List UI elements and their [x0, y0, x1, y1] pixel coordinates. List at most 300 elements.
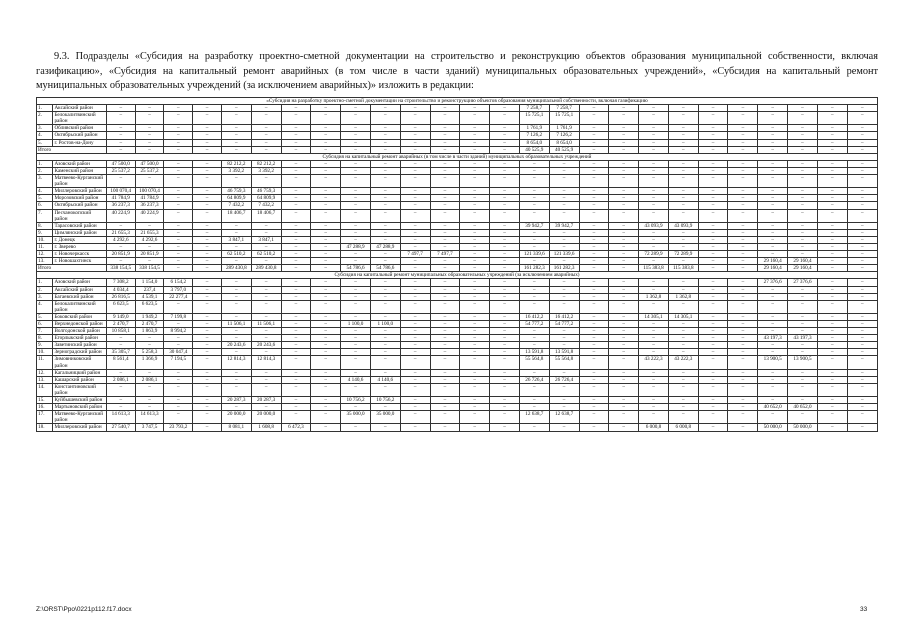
value-cell: 39 942,7 [549, 222, 579, 229]
value-cell: – [221, 376, 251, 383]
value-cell: 54 786,6 [370, 265, 400, 272]
value-cell: – [609, 397, 639, 404]
value-cell: – [430, 167, 460, 174]
value-cell: – [609, 160, 639, 167]
section-title: «Субсидия на разработку проектно-сметной документации на строительство и реконструкцию объектов образования муниципальной собственности, включая газификацию [37, 98, 878, 105]
value-cell: – [251, 313, 281, 320]
value-cell: – [728, 424, 758, 431]
value-cell: – [728, 222, 758, 229]
value-cell: – [370, 258, 400, 265]
value-cell: 8 081,1 [221, 424, 251, 431]
value-cell: – [490, 160, 520, 167]
value-cell: – [400, 335, 430, 342]
value-cell: – [341, 342, 371, 349]
value-cell: – [519, 328, 549, 335]
value-cell: – [311, 125, 341, 132]
table-row [37, 300, 878, 313]
value-cell: – [847, 335, 877, 342]
row-number: 3. [37, 293, 53, 300]
value-cell: – [788, 188, 818, 195]
value-cell: – [251, 349, 281, 356]
value-cell: 10 756,2 [341, 397, 371, 404]
value-cell: – [668, 411, 698, 424]
value-cell: – [788, 160, 818, 167]
value-cell: – [400, 328, 430, 335]
value-cell: 7 126,2 [519, 132, 549, 139]
row-number: 2. [37, 167, 53, 174]
value-cell: 43 093,9 [639, 222, 669, 229]
value-cell: – [698, 195, 728, 202]
value-cell: – [579, 300, 609, 313]
value-cell: 36 237,3 [135, 202, 164, 209]
value-cell: – [370, 286, 400, 293]
table-row [37, 195, 878, 202]
row-number: 15. [37, 397, 53, 404]
value-cell: – [400, 222, 430, 229]
value-cell: – [698, 265, 728, 272]
value-cell: – [728, 356, 758, 369]
value-cell: – [460, 132, 490, 139]
value-cell: – [549, 167, 579, 174]
row-number: 10. [37, 236, 53, 243]
value-cell: 20 243,6 [221, 342, 251, 349]
value-cell: – [341, 404, 371, 411]
value-cell: – [519, 202, 549, 209]
value-cell: – [847, 349, 877, 356]
value-cell: – [698, 369, 728, 376]
value-cell: – [847, 424, 877, 431]
value-cell: 12 638,7 [549, 411, 579, 424]
value-cell: – [490, 369, 520, 376]
value-cell: – [490, 167, 520, 174]
value-cell: – [251, 229, 281, 236]
value-cell: – [847, 321, 877, 328]
value-cell: – [788, 202, 818, 209]
value-cell: – [221, 222, 251, 229]
value-cell: – [609, 236, 639, 243]
value-cell: – [106, 397, 135, 404]
value-cell: – [193, 175, 222, 188]
value-cell: 8 561,4 [106, 356, 135, 369]
value-cell: – [430, 139, 460, 146]
value-cell: – [609, 146, 639, 153]
table-row [37, 342, 878, 349]
page-number: 33 [860, 606, 868, 613]
value-cell: – [639, 132, 669, 139]
value-cell: – [400, 265, 430, 272]
value-cell: – [341, 139, 371, 146]
value-cell: – [639, 146, 669, 153]
value-cell: – [370, 279, 400, 286]
value-cell: 22 277,4 [164, 293, 193, 300]
value-cell: – [460, 258, 490, 265]
value-cell: 4 140,6 [370, 376, 400, 383]
value-cell: – [311, 404, 341, 411]
value-cell: – [788, 175, 818, 188]
value-cell: – [193, 342, 222, 349]
value-cell: – [341, 209, 371, 222]
value-cell: – [135, 146, 164, 153]
value-cell: – [311, 236, 341, 243]
value-cell: – [341, 105, 371, 112]
value-cell: – [668, 258, 698, 265]
value-cell: – [609, 222, 639, 229]
value-cell: – [460, 167, 490, 174]
municipality-name: Багаевский район [53, 293, 106, 300]
value-cell: – [221, 132, 251, 139]
value-cell: – [400, 202, 430, 209]
value-cell: – [490, 286, 520, 293]
value-cell: – [758, 146, 788, 153]
value-cell: – [281, 202, 311, 209]
value-cell: – [668, 328, 698, 335]
value-cell: – [609, 243, 639, 250]
value-cell: – [135, 397, 164, 404]
table-row [37, 112, 878, 125]
value-cell: – [281, 175, 311, 188]
row-number: 2. [37, 286, 53, 293]
value-cell: – [251, 132, 281, 139]
value-cell: – [106, 369, 135, 376]
value-cell: – [579, 411, 609, 424]
value-cell: – [221, 279, 251, 286]
municipality-name: Волгодонской район [53, 328, 106, 335]
value-cell: – [430, 222, 460, 229]
value-cell: – [579, 279, 609, 286]
value-cell: – [400, 404, 430, 411]
value-cell: 25 537,2 [106, 167, 135, 174]
value-cell: – [460, 383, 490, 396]
value-cell: – [311, 202, 341, 209]
value-cell: – [728, 139, 758, 146]
value-cell: – [430, 132, 460, 139]
value-cell: – [135, 132, 164, 139]
value-cell: 12 814,3 [251, 356, 281, 369]
table-row [37, 411, 878, 424]
municipality-name: Константиновский район [53, 383, 106, 396]
value-cell: – [728, 251, 758, 258]
value-cell: 10 858,1 [106, 328, 135, 335]
value-cell: – [370, 300, 400, 313]
value-cell: – [817, 356, 847, 369]
value-cell: – [698, 175, 728, 188]
table-row [37, 383, 878, 396]
row-number: 13. [37, 376, 53, 383]
value-cell: – [668, 175, 698, 188]
value-cell: – [221, 328, 251, 335]
value-cell: – [460, 424, 490, 431]
value-cell: – [490, 251, 520, 258]
value-cell: – [519, 286, 549, 293]
value-cell: – [490, 243, 520, 250]
value-cell: – [164, 202, 193, 209]
municipality-name: Зимовниковский район [53, 356, 106, 369]
value-cell: – [519, 243, 549, 250]
value-cell: – [430, 279, 460, 286]
value-cell: – [668, 202, 698, 209]
row-number: 17. [37, 411, 53, 424]
value-cell: – [728, 376, 758, 383]
value-cell: – [281, 335, 311, 342]
value-cell: 50 000,0 [788, 424, 818, 431]
value-cell: 4 292,6 [106, 236, 135, 243]
value-cell: – [430, 286, 460, 293]
value-cell: – [135, 258, 164, 265]
value-cell: – [639, 279, 669, 286]
value-cell: – [788, 397, 818, 404]
value-cell: – [788, 321, 818, 328]
value-cell: 6 154,2 [164, 279, 193, 286]
row-number: 12. [37, 251, 53, 258]
value-cell: – [311, 251, 341, 258]
value-cell: – [281, 328, 311, 335]
value-cell: – [460, 376, 490, 383]
value-cell: 26 816,5 [106, 293, 135, 300]
value-cell: – [311, 222, 341, 229]
value-cell: – [758, 236, 788, 243]
table-row [37, 236, 878, 243]
value-cell: – [370, 424, 400, 431]
value-cell: 18 406,7 [251, 209, 281, 222]
value-cell: – [817, 229, 847, 236]
value-cell: – [341, 112, 371, 125]
value-cell: – [847, 342, 877, 349]
value-cell: – [817, 160, 847, 167]
value-cell: 338 154,5 [106, 265, 135, 272]
value-cell: – [341, 313, 371, 320]
value-cell: – [519, 236, 549, 243]
value-cell: – [430, 160, 460, 167]
value-cell: – [251, 293, 281, 300]
value-cell: – [281, 293, 311, 300]
value-cell: – [579, 243, 609, 250]
value-cell: – [221, 175, 251, 188]
value-cell: – [460, 139, 490, 146]
value-cell: – [758, 195, 788, 202]
value-cell: – [193, 132, 222, 139]
value-cell: – [817, 167, 847, 174]
value-cell: – [281, 349, 311, 356]
value-cell: – [609, 286, 639, 293]
value-cell: – [579, 313, 609, 320]
value-cell: – [164, 369, 193, 376]
value-cell: – [817, 342, 847, 349]
row-number: 2. [37, 112, 53, 125]
value-cell: – [579, 356, 609, 369]
value-cell: – [609, 356, 639, 369]
value-cell: – [788, 236, 818, 243]
value-cell: – [668, 139, 698, 146]
value-cell: – [817, 369, 847, 376]
value-cell: 54 777,2 [519, 321, 549, 328]
value-cell: – [609, 369, 639, 376]
value-cell: 9 149,0 [106, 313, 135, 320]
value-cell: – [311, 335, 341, 342]
value-cell: – [311, 328, 341, 335]
municipality-name: Морозовский район [53, 195, 106, 202]
value-cell: 21 655,3 [135, 229, 164, 236]
value-cell: – [549, 300, 579, 313]
value-cell: – [311, 300, 341, 313]
value-cell: – [549, 342, 579, 349]
value-cell: – [549, 175, 579, 188]
value-cell: – [490, 411, 520, 424]
value-cell: 62 510,2 [251, 251, 281, 258]
value-cell: – [164, 125, 193, 132]
row-number: 1. [37, 279, 53, 286]
value-cell: – [549, 160, 579, 167]
value-cell: – [311, 411, 341, 424]
value-cell: – [193, 376, 222, 383]
value-cell: – [460, 342, 490, 349]
value-cell: – [668, 188, 698, 195]
municipality-name: Октябрьский район [53, 132, 106, 139]
value-cell: 40 652,0 [788, 404, 818, 411]
value-cell: – [847, 167, 877, 174]
value-cell: – [788, 132, 818, 139]
value-cell: – [668, 209, 698, 222]
value-cell: – [519, 188, 549, 195]
value-cell: – [221, 286, 251, 293]
value-cell: – [251, 279, 281, 286]
row-number: 9. [37, 342, 53, 349]
value-cell: – [370, 335, 400, 342]
table-row [37, 229, 878, 236]
value-cell: – [460, 397, 490, 404]
value-cell: – [788, 383, 818, 396]
value-cell: – [847, 195, 877, 202]
value-cell: – [698, 202, 728, 209]
value-cell: – [400, 188, 430, 195]
value-cell: – [400, 369, 430, 376]
value-cell: 6 000,8 [639, 424, 669, 431]
value-cell: – [251, 404, 281, 411]
value-cell: – [164, 404, 193, 411]
value-cell: – [817, 188, 847, 195]
value-cell: 29 160,4 [788, 265, 818, 272]
value-cell: – [193, 167, 222, 174]
value-cell: – [728, 321, 758, 328]
value-cell: – [728, 404, 758, 411]
value-cell: 7 126,2 [549, 132, 579, 139]
value-cell: – [430, 342, 460, 349]
value-cell: 11 506,1 [251, 321, 281, 328]
value-cell: 40 525,9 [519, 146, 549, 153]
value-cell: – [847, 146, 877, 153]
value-cell: – [430, 404, 460, 411]
value-cell: – [135, 139, 164, 146]
value-cell: – [281, 383, 311, 396]
value-cell: – [758, 328, 788, 335]
value-cell: – [668, 369, 698, 376]
municipality-name: Верхнедонской район [53, 321, 106, 328]
value-cell: – [221, 112, 251, 125]
value-cell: – [817, 404, 847, 411]
value-cell: – [164, 167, 193, 174]
value-cell: – [460, 411, 490, 424]
value-cell: 40 652,0 [758, 404, 788, 411]
value-cell: – [490, 404, 520, 411]
value-cell: – [579, 105, 609, 112]
value-cell: – [817, 349, 847, 356]
value-cell: – [106, 342, 135, 349]
value-cell: – [579, 222, 609, 229]
value-cell: – [579, 139, 609, 146]
value-cell: 3 392,2 [251, 167, 281, 174]
value-cell: – [164, 258, 193, 265]
table-row [37, 243, 878, 250]
table-row [37, 167, 878, 174]
table-row [37, 139, 878, 146]
value-cell: – [106, 105, 135, 112]
value-cell: – [370, 342, 400, 349]
value-cell: – [164, 243, 193, 250]
value-cell: – [370, 369, 400, 376]
value-cell: – [728, 411, 758, 424]
value-cell: 2 470,7 [135, 321, 164, 328]
value-cell: – [609, 349, 639, 356]
value-cell: – [135, 369, 164, 376]
subsidy-table [36, 97, 878, 432]
value-cell: – [135, 105, 164, 112]
value-cell: – [639, 229, 669, 236]
municipality-name: Егорлыкский район [53, 335, 106, 342]
value-cell: – [370, 236, 400, 243]
value-cell: – [311, 321, 341, 328]
value-cell: – [847, 404, 877, 411]
value-cell: – [549, 404, 579, 411]
value-cell: – [698, 321, 728, 328]
value-cell: – [164, 411, 193, 424]
value-cell: – [728, 258, 758, 265]
value-cell: – [639, 383, 669, 396]
value-cell: – [400, 286, 430, 293]
value-cell: – [519, 195, 549, 202]
value-cell: 161 282,3 [519, 265, 549, 272]
value-cell: – [460, 293, 490, 300]
table-row [37, 424, 878, 431]
value-cell: 29 160,4 [788, 258, 818, 265]
value-cell: – [460, 321, 490, 328]
value-cell: – [106, 222, 135, 229]
table-row [37, 258, 878, 265]
value-cell: – [400, 175, 430, 188]
value-cell: – [221, 369, 251, 376]
value-cell: – [311, 167, 341, 174]
value-cell: – [519, 258, 549, 265]
value-cell: 20 000,0 [251, 411, 281, 424]
value-cell: 7 258,7 [519, 105, 549, 112]
row-number: 7. [37, 328, 53, 335]
value-cell: – [668, 229, 698, 236]
value-cell: – [490, 188, 520, 195]
row-number: 8. [37, 222, 53, 229]
value-cell: 20 243,6 [251, 342, 281, 349]
value-cell: – [193, 229, 222, 236]
value-cell: – [135, 222, 164, 229]
value-cell: – [579, 321, 609, 328]
value-cell: 43 222,3 [668, 356, 698, 369]
value-cell: – [847, 328, 877, 335]
value-cell: 11 506,1 [221, 321, 251, 328]
value-cell: – [135, 383, 164, 396]
value-cell: 4 034,4 [106, 286, 135, 293]
municipality-name: Песчанокопский район [53, 209, 106, 222]
value-cell: – [370, 167, 400, 174]
value-cell: – [281, 251, 311, 258]
value-cell: – [281, 229, 311, 236]
value-cell: – [164, 112, 193, 125]
